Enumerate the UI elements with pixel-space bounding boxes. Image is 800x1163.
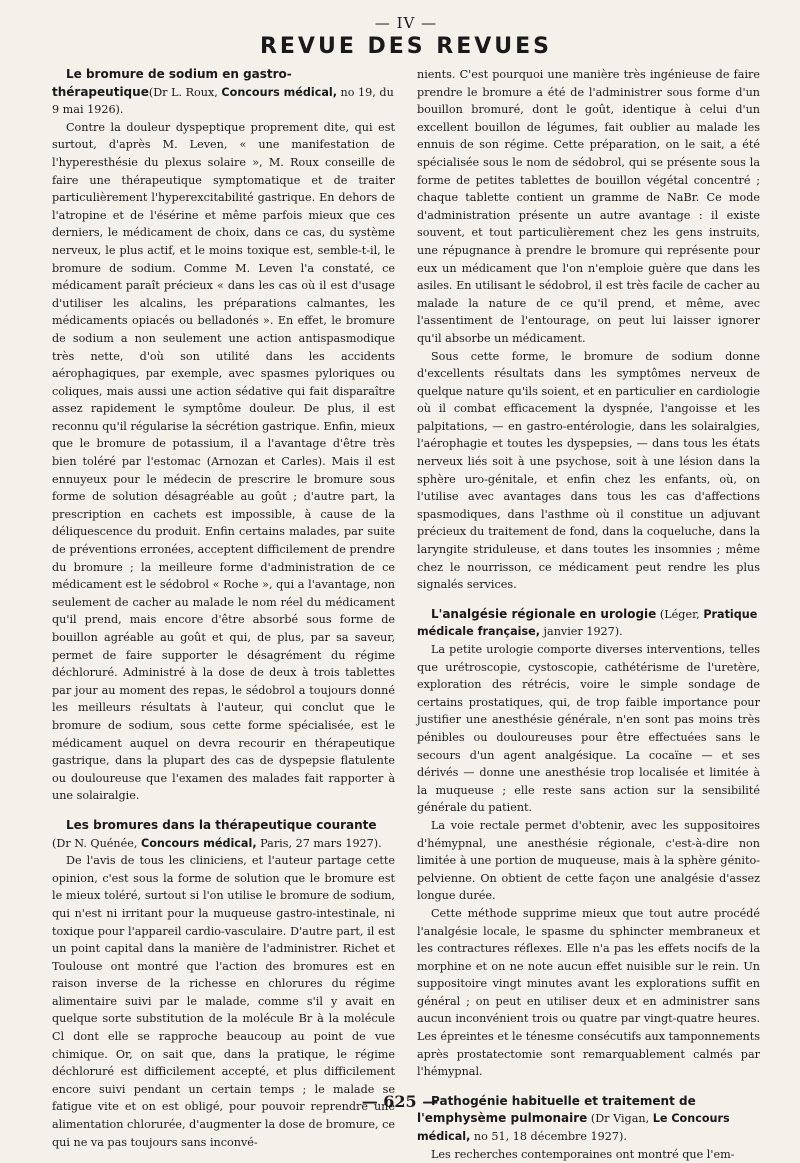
- paragraph: Sous cette forme, le bromure de sodium donne d'excellents résultats dans les symptômes nerveux de quelque nature qu'ils soient, et en particulier en cardiologie où il combat efficacement la dyspnée, l'angoisse et les palpitations, — en gastro-entérologie, dans les solairalgies, l'aérophagie et toutes les dyspepsies, — dans tous les états nerveux liés soit à une psychose, soit à une lésion dans la sphère uro-génitale, et enfin chez les enfants, où, on l'utilise avec avantages dans tous les cas d'affections spasmodiques, dans l'asthme où il constitue un adjuvant précieux du traitement de fond, dans la coqueluche, dans la laryngite striduleuse, et dans toutes les insomnies ; même chez le nourrisson, ce médicament peut rendre les plus signalés services.: [417, 349, 760, 592]
- paragraph: Contre la douleur dyspeptique proprement dite, qui est surtout, d'après M. Leven, « une manifestation de l'hyperesthésie du plexus solaire », M. Roux conseille de faire une thérapeutique symptomatique et de traiter particulièrement l'hyperexcitabilité gastrique. En dehors de l'atropine et de l'ésérine et même parfois mieux que ces derniers, le médicament de choix, dans ce cas, du système nerveux, le plus actif, et le moins toxique est, semble-t-il, le bromure de sodium. Comme M. Leven l'a constaté, ce médicament paraît précieux « dans les cas où il est d'usage d'utiliser les alcalins, les préparations calmantes, les médicaments opiacés ou belladonés ». En effet, le bromure de sodium a non seulement une action antispasmodique très nette, d'où son utilité dans les accidents aérophagiques, par exemple, avec spasmes pyloriques ou coliques, mais aussi une action sédative qui fait disparaître assez rapidement le symptôme douleur. De plus, il est reconnu qu'il régularise la sécrétion gastrique. Enfin, mieux que le bromure de potassium, il a l'avantage d'être très bien toléré par l'estomac (Arnozan et Carles). Mais il est ennuyeux pour le médecin de prescrire le bromure sous forme de solution désagréable au goût ; d'autre part, la prescription en cachets est impossible, à cause de la déliquescence du produit. Enfin certains malades, par suite de préventions erronées, acceptent difficilement de prendre du bromure ; la meilleure forme d'administration de ce médicament est le sédobrol « Roche », qui a l'avantage, non seulement de cacher au malade le nom réel du médicament qu'il prend, mais encore d'être absorbé sous forme de bouillon agréable au goût et qui, de plus, par sa saveur, permet de faire supporter le désagrément du régime déchloruré. Administré à la dose de deux à trois tablettes par jour au moment des repas, le sédobrol a toujours donné les meilleurs résultats à l'auteur, qui conclut que le bromure de sodium, sous cette forme spécialisée, est le médicament auquel on devra recourir en thérapeutique gastrique, dans la plupart des cas de dyspepsie flatulente ou douloureuse que l'examen des malades fait rapporter à une solairalgie.: [52, 120, 395, 803]
- article: [417, 606, 760, 1081]
- paragraph: nients. C'est pourquoi une manière très ingénieuse de faire prendre le bromure a été de l'administrer sous forme d'un bouillon bromuré, dont le goût, identique à celui d'un excellent bouillon de légumes, fait oublier au malade les ennuis de son régime. Cette préparation, on le sait, a été spécialisée sous le nom de sédobrol, qui se présente sous la forme de petites tablettes de bouillon végétal concentré ; chaque tablette contient un gramme de NaBr. Ce mode d'administration présente un autre avantage : il existe souvent, et tout particulièrement chez les gens instruits, une répugnance à prendre le bromure qui représente pour eux un médicament que l'on n'emploie guère que dans les asiles. En utilisant le sédobrol, il est très facile de cacher au malade la nature de ce qu'il prend, et même, avec l'assentiment de l'entourage, on peut lui laisser ignorer qu'il absorbe un médicament.: [417, 68, 760, 345]
- article: [52, 66, 395, 805]
- article-author: N. Quénée,: [74, 836, 138, 850]
- article-title: Le bromure de sodium en gastro-thérapeutique(Dr L. Roux, Concours médical, no 19, du 9 mai 1926).: [52, 67, 394, 117]
- paragraph: La voie rectale permet d'obtenir, avec les suppositoires d'hémypnal, une anesthésie régionale, c'est-à-dire non limitée à une portion de muqueuse, mais à la sphère génito-pelvienne. On obtient de cette façon une analgésie d'assez longue durée.: [417, 818, 760, 903]
- article-title: Les bromures dans la thérapeutique courante (Dr N. Quénée, Concours médical, Paris, 27 mars 1927).: [52, 817, 382, 850]
- article-author: Vigan,: [613, 1112, 650, 1126]
- article-title: L'analgésie régionale en urologie (Léger, Pratique médicale française, janvier 1927).: [417, 606, 758, 639]
- article-title: Pathogénie habituelle et traitement de l'emphysème pulmonaire (Dr Vigan, Le Concours médical, no 51, 18 décembre 1927).: [417, 1093, 730, 1144]
- running-folio: — IV —: [374, 14, 438, 32]
- article-journal: Concours médical,: [221, 85, 337, 99]
- article-author: L. Roux,: [171, 85, 218, 99]
- article-journal: Concours médical,: [141, 836, 257, 850]
- paragraph: Cette méthode supprime mieux que tout autre procédé l'analgésie locale, le spasme du sphincter membraneux et les contractures réflexes. Elle n'a pas les effets nocifs de la morphine et on ne note aucun effet nuisible sur le rein. Un suppositoire vingt minutes avant les explorations suffit en général ; on peut en utiliser deux et en administrer sans aucun inconvénient trois ou quatre par vingt-quatre heures. Les épreintes et le ténesme consécutifs aux tamponnements après prostatectomie sont remarquablement calmés par l'hémypnal.: [417, 906, 760, 1079]
- columns: [52, 66, 760, 1163]
- paragraph: Les recherches contemporaines ont montré que l'em-: [431, 1147, 735, 1161]
- column-left: [52, 66, 395, 1163]
- column-right: [417, 66, 760, 1163]
- article-author: Léger,: [664, 607, 700, 621]
- paragraph: La petite urologie comporte diverses interventions, telles que urétroscopie, cystoscopie, cathétérisme de l'uretère, exploration des rétrécis, voire le simple sondage de certains prostatiques, qui, de trop faible importance pour justifier une anesthésie générale, n'en sont pas moins très pénibles ou douloureuses pour être effectuées sans le secours d'un agent analgésique. La cocaïne — et ses dérivés — donne une anesthésie trop localisée et limitée à la muqueuse ; elle reste sans action sur la sensibilité générale du patient.: [417, 643, 760, 815]
- article-journal: Pratique médicale française,: [417, 607, 758, 639]
- section-header: REVUE DES REVUES: [259, 34, 553, 59]
- paragraph: De l'avis de tous les cliniciens, et l'auteur partage cette opinion, c'est sous la forme de solution que le bromure est le mieux toléré, surtout si l'on utilise le bromure de sodium, qui n'est ni irritant pour la muqueuse gastro-intestinale, ni toxique pour l'appareil cardio-vasculaire. D'autre part, il est un point capital dans la manière de l'administrer. Richet et Toulouse ont montré que l'action des bromures est en raison inverse de la richesse en chlorures du régime alimentaire suivi par le malade, comme s'il y avait en quelque sorte substitution de la molécule Br à la molécule Cl dont elle se rapproche beaucoup au point de vue chimique. Or, on sait que, dans la pratique, le régime déchloruré est difficilement accepté, et plus difficilement encore suivi pendant un certain temps ; le malade se fatigue vite et on est obligé, pour pouvoir reprendre une alimentation chlorurée, d'augmenter la dose de bromure, ce qui ne va pas toujours sans inconvé-: [52, 854, 395, 1149]
- article-journal: Le Concours médical,: [417, 1112, 730, 1144]
- page-number: — 625 —: [361, 1092, 439, 1111]
